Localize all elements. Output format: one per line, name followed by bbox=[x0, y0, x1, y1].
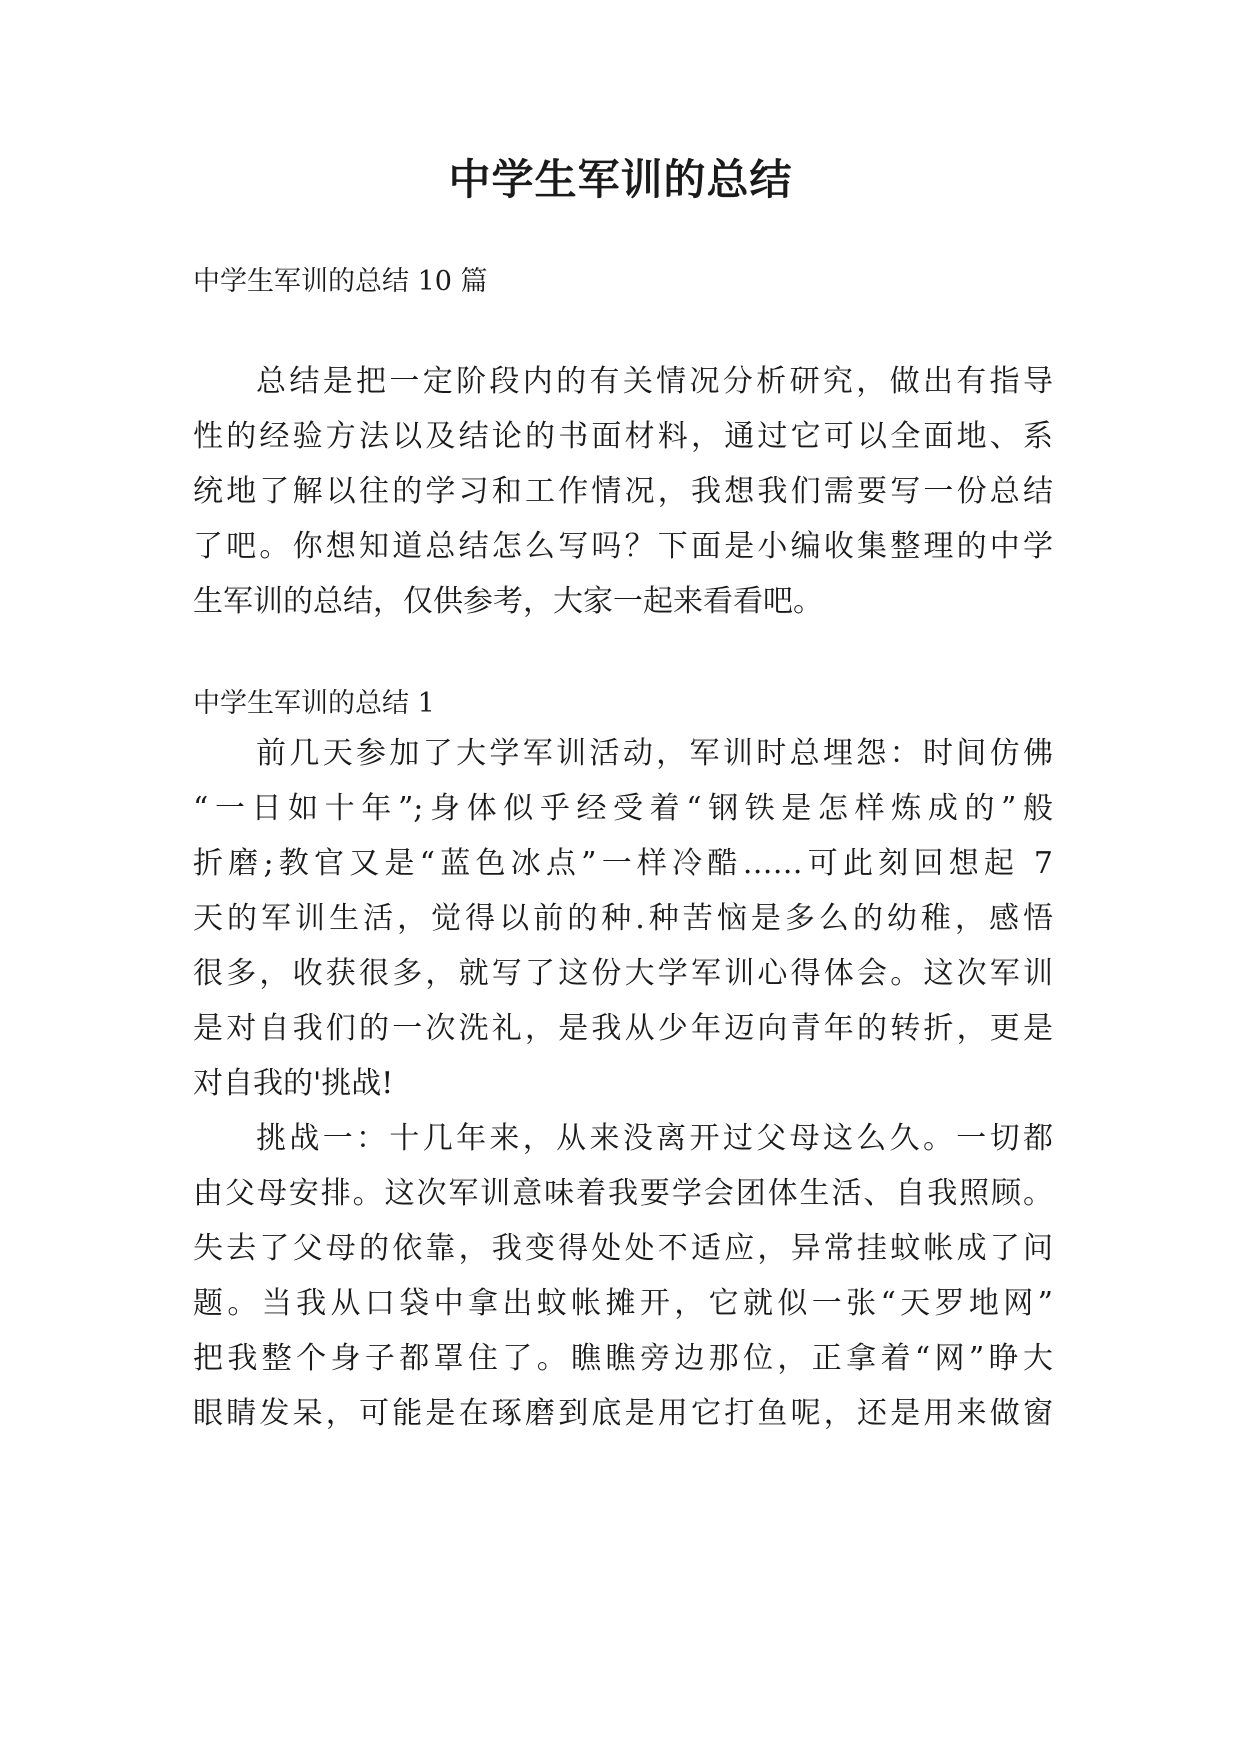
paragraph-line: 把我整个身子都罩住了。瞧瞧旁边那位，正拿着“网”睁大 bbox=[193, 1341, 1053, 1376]
paragraph-line: 失去了父母的依靠，我变得处处不适应，异常挂蚊帐成了问 bbox=[193, 1231, 1053, 1266]
paragraph-line: 眼睛发呆，可能是在琢磨到底是用它打鱼呢，还是用来做窗 bbox=[193, 1396, 1053, 1431]
paragraph-line: 前几天参加了大学军训活动，军训时总埋怨：时间仿佛 bbox=[256, 736, 1053, 771]
intro-line: 性的经验方法以及结论的书面材料，通过它可以全面地、系 bbox=[193, 419, 1053, 454]
section-heading: 中学生军训的总结 1 bbox=[193, 688, 435, 719]
intro-line: 总结是把一定阶段内的有关情况分析研究，做出有指导 bbox=[256, 364, 1053, 399]
paragraph-line: 对自我的'挑战! bbox=[193, 1066, 394, 1101]
paragraph-line: 天的军训生活，觉得以前的种.种苦恼是多么的幼稚，感悟 bbox=[193, 901, 1053, 936]
paragraph-line: 折磨;教官又是“蓝色冰点”一样冷酷……可此刻回想起 7 bbox=[193, 846, 1053, 881]
paragraph-line: 由父母安排。这次军训意味着我要学会团体生活、自我照顾。 bbox=[193, 1176, 1053, 1211]
intro-line: 生军训的总结，仅供参考，大家一起来看看吧。 bbox=[193, 584, 823, 619]
paragraph-line: 挑战一：十几年来，从来没离开过父母这么久。一切都 bbox=[256, 1121, 1053, 1156]
paragraph-line: 题。当我从口袋中拿出蚊帐摊开，它就似一张“天罗地网” bbox=[193, 1286, 1053, 1321]
paragraph-line: “一日如十年”;身体似乎经受着“钢铁是怎样炼成的”般 bbox=[193, 791, 1053, 826]
document-subtitle: 中学生军训的总结 10 篇 bbox=[193, 266, 488, 297]
intro-line: 统地了解以往的学习和工作情况，我想我们需要写一份总结 bbox=[193, 474, 1053, 509]
intro-line: 了吧。你想知道总结怎么写吗？下面是小编收集整理的中学 bbox=[193, 529, 1053, 564]
paragraph-line: 很多，收获很多，就写了这份大学军训心得体会。这次军训 bbox=[193, 956, 1053, 991]
paragraph-line: 是对自我们的一次洗礼，是我从少年迈向青年的转折，更是 bbox=[193, 1011, 1053, 1046]
document-title: 中学生军训的总结 bbox=[448, 155, 793, 204]
